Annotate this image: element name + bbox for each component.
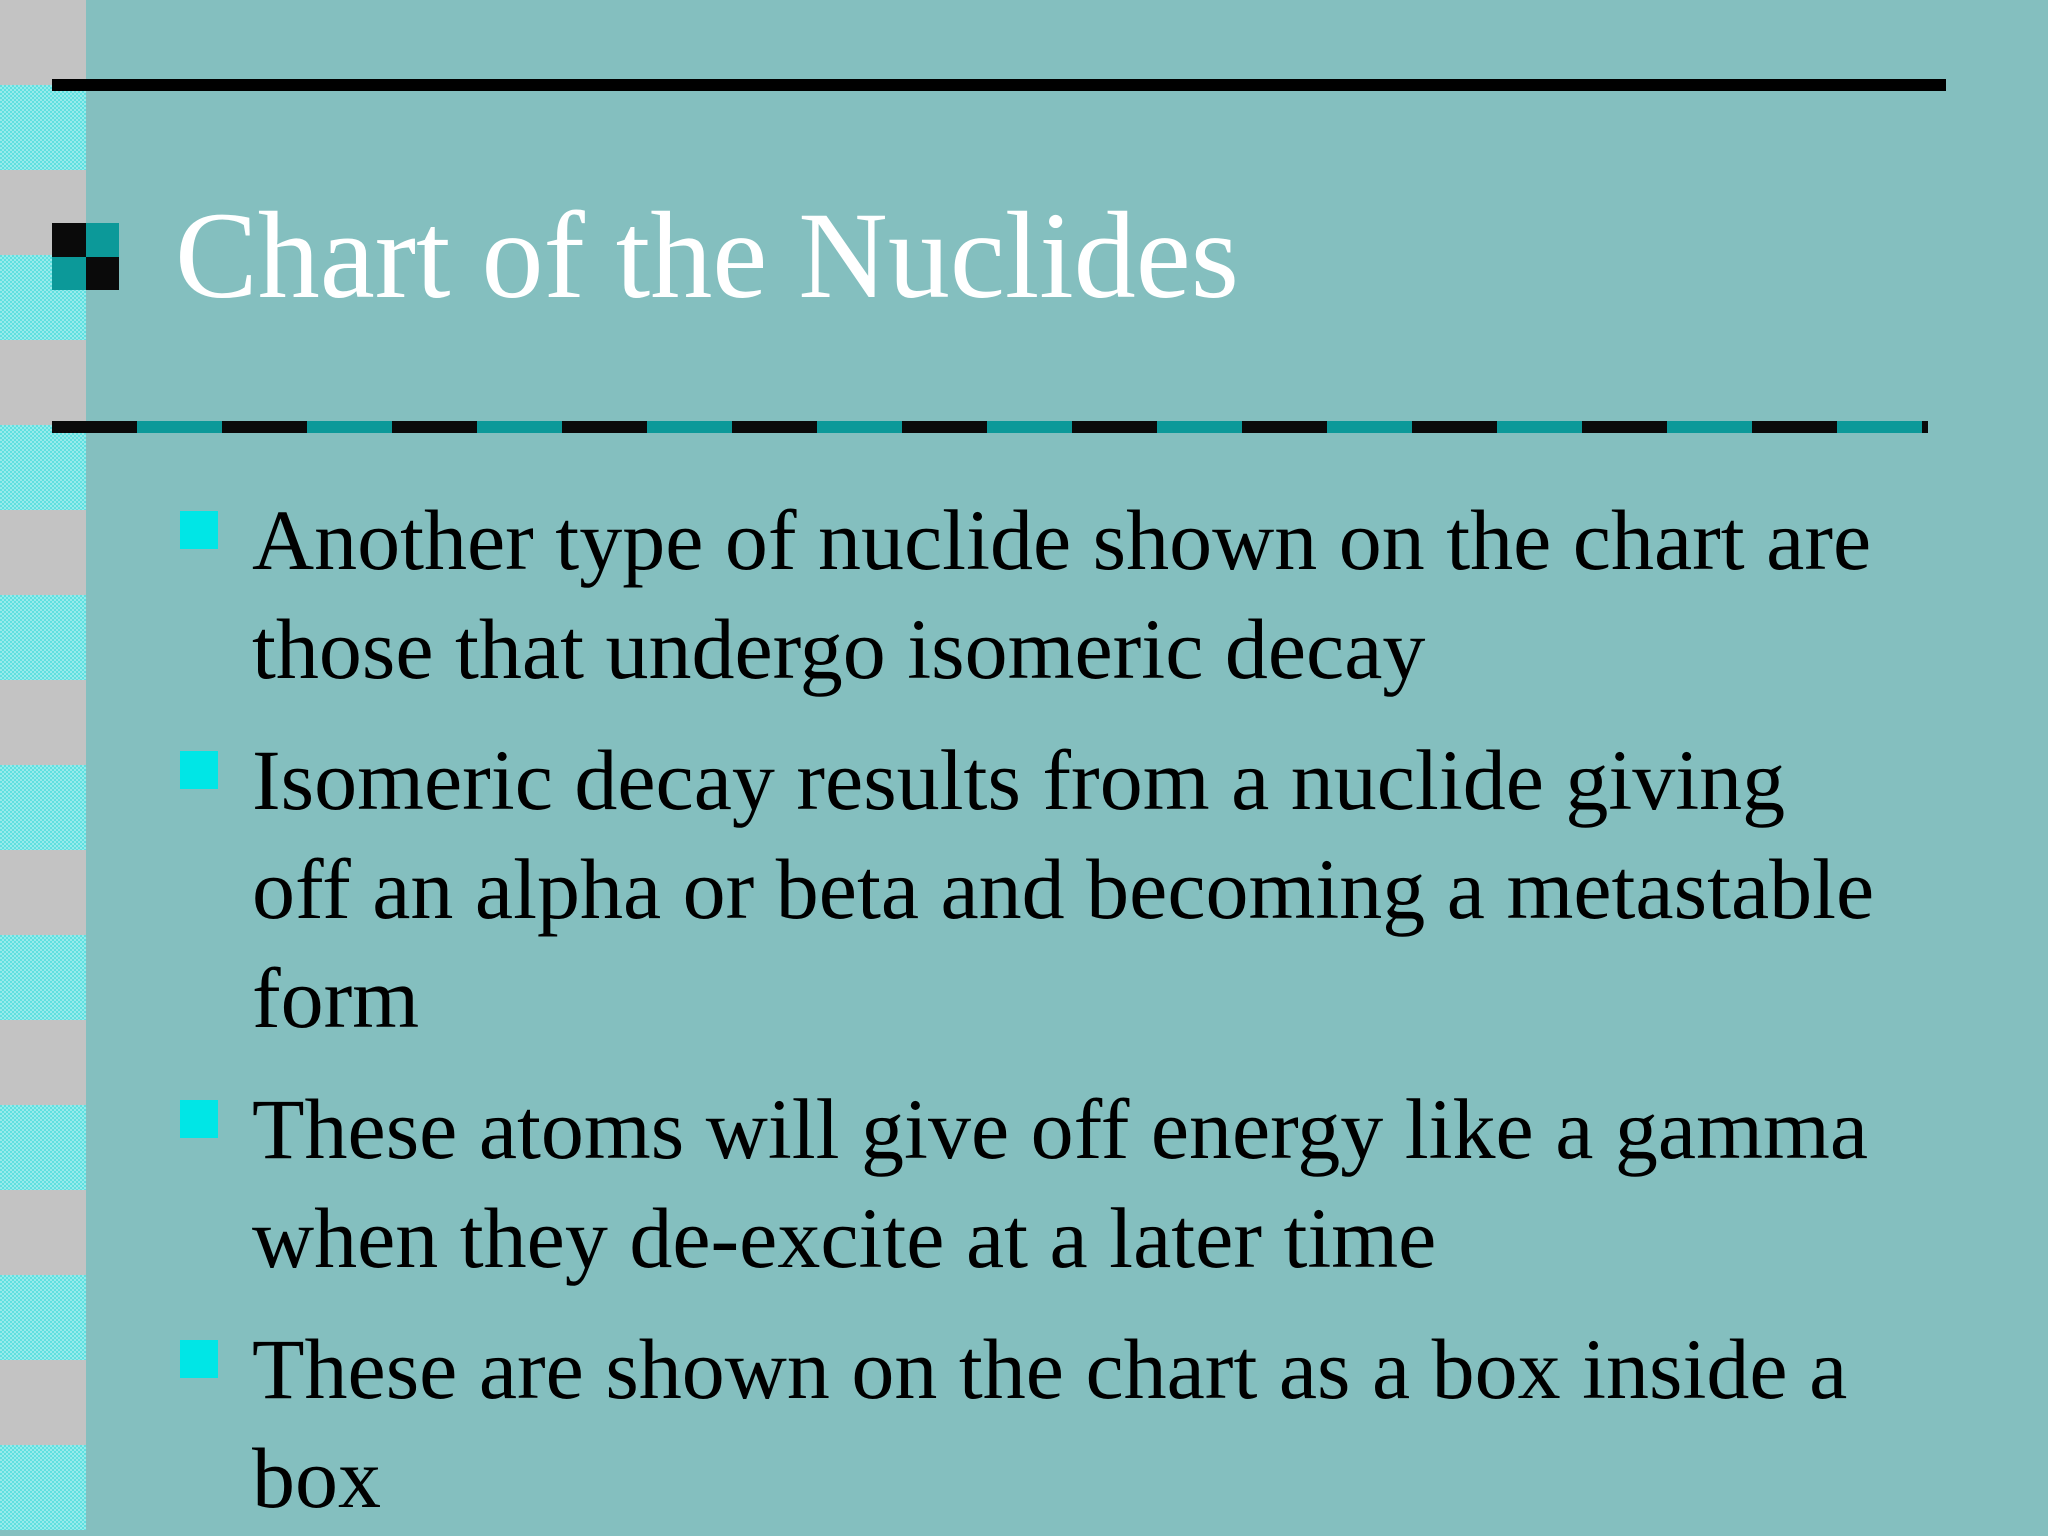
strip-block xyxy=(0,1020,86,1105)
square-bullet-icon xyxy=(180,1340,218,1378)
strip-block xyxy=(0,0,86,85)
bullet-item xyxy=(180,1075,1880,1293)
checker-cell xyxy=(52,223,86,257)
bullet-text: Isomeric decay results from a nuclide giving off an alpha or beta and becoming a metastable form xyxy=(252,732,1875,1046)
checker-cell xyxy=(52,257,86,291)
checker-cell xyxy=(86,223,120,257)
strip-block xyxy=(0,340,86,425)
top-divider xyxy=(52,79,1946,91)
square-bullet-icon xyxy=(180,751,218,789)
strip-block xyxy=(0,680,86,765)
bullet-text: These are shown on the chart as a box inside a box xyxy=(252,1321,1848,1526)
strip-block xyxy=(0,1445,86,1530)
bullet-item xyxy=(180,486,1880,704)
slide-title: Chart of the Nuclides xyxy=(175,187,1240,324)
checker-square-icon xyxy=(52,223,119,290)
square-bullet-icon xyxy=(180,1100,218,1138)
strip-block xyxy=(0,765,86,850)
strip-block xyxy=(0,510,86,595)
bullet-list xyxy=(180,486,1880,1536)
title-divider xyxy=(52,421,1928,433)
checker-cell xyxy=(86,257,120,291)
strip-block xyxy=(0,935,86,1020)
bullet-item xyxy=(180,1315,1880,1533)
strip-block xyxy=(0,1190,86,1275)
strip-block xyxy=(0,1275,86,1360)
strip-block xyxy=(0,595,86,680)
bullet-text: Another type of nuclide shown on the chart are those that undergo isomeric decay xyxy=(252,492,1872,697)
strip-block xyxy=(0,425,86,510)
strip-block xyxy=(0,1105,86,1190)
strip-block xyxy=(0,850,86,935)
bullet-text: These atoms will give off energy like a gamma when they de-excite at a later time xyxy=(252,1081,1869,1286)
bullet-item xyxy=(180,726,1880,1053)
square-bullet-icon xyxy=(180,511,218,549)
strip-block xyxy=(0,1360,86,1445)
strip-block xyxy=(0,85,86,170)
